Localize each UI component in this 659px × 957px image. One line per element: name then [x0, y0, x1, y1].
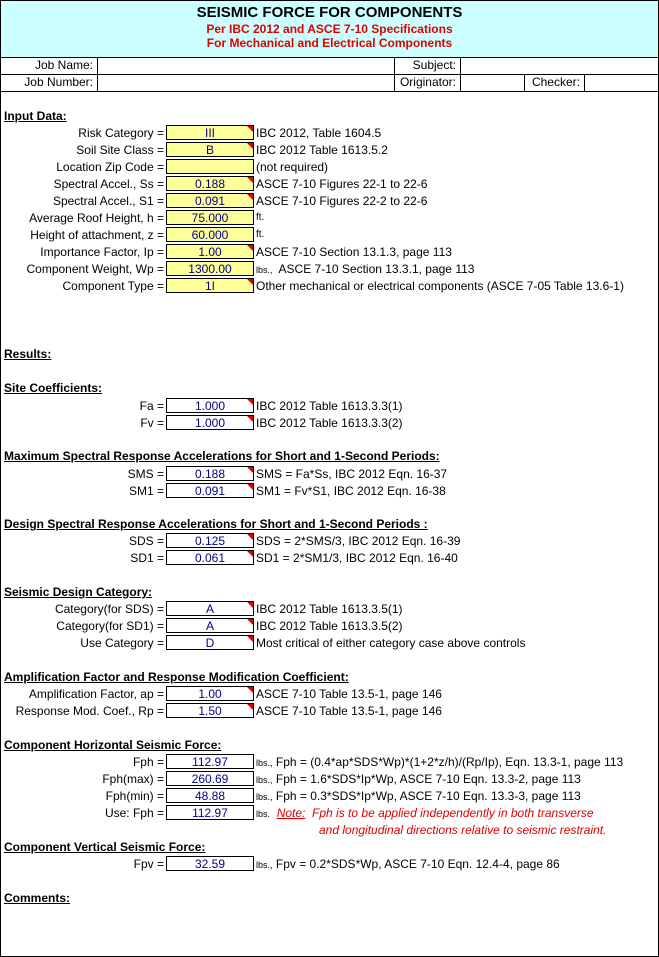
job-number-field[interactable]: [98, 74, 395, 91]
job-number-label: Job Number:: [1, 74, 98, 91]
attachment-height-input[interactable]: [166, 227, 254, 242]
component-weight-ref: [256, 261, 474, 278]
comment-marker-icon: [247, 704, 253, 710]
sm1-ref: SM1 = Fv*S1, IBC 2012 Eqn. 16-38: [256, 484, 446, 498]
note-label: Note:: [276, 806, 306, 820]
category-sd1-label: Category(for SD1) =: [56, 619, 164, 633]
comment-marker-icon: [247, 619, 253, 625]
originator-label: Originator:: [395, 74, 461, 91]
category-sds-value: A: [205, 602, 214, 616]
fph-min-label: Fph(min) =: [105, 789, 164, 803]
comment-marker-icon: [247, 687, 253, 693]
spectral-ss-label: Spectral Accel., Ss =: [53, 177, 164, 191]
fph-unit: lbs.,: [256, 758, 273, 768]
fph-ref-text: Fph = (0.4*ap*SDS*Wp)*(1+2*z/h)/(Rp/Ip), Eqn. 13.3-1, page 113: [275, 755, 624, 769]
sms-label: SMS =: [127, 467, 164, 481]
job-name-field[interactable]: [98, 57, 395, 74]
roof-height-value: 75.000: [191, 211, 229, 225]
input-data-heading: Input Data:: [4, 109, 67, 123]
job-info-row-2: [1, 74, 658, 92]
sd1-box: [166, 550, 254, 565]
risk-category-ref: IBC 2012, Table 1604.5: [256, 126, 382, 140]
checker-field[interactable]: [585, 74, 658, 91]
zip-code-ref: (not required): [256, 160, 329, 174]
response-mod-ref: ASCE 7-10 Table 13.5-1, page 146: [256, 704, 442, 718]
spectral-s1-ref: ASCE 7-10 Figures 22-2 to 22-6: [256, 194, 428, 208]
use-fph-label: Use: Fph =: [104, 806, 164, 820]
category-sd1-value: A: [205, 619, 214, 633]
sds-ref: SDS = 2*SMS/3, IBC 2012 Eqn. 16-39: [256, 534, 461, 548]
component-weight-label: Component Weight, Wp =: [26, 262, 164, 276]
amplification-heading: Amplification Factor and Response Modification Coefficient:: [4, 670, 349, 684]
sms-ref: SMS = Fa*Ss, IBC 2012 Eqn. 16-37: [256, 467, 448, 481]
component-type-ref: Other mechanical or electrical components (ASCE 7-05 Table 13.6-1): [256, 279, 624, 293]
fph-max-unit: lbs.,: [256, 775, 273, 785]
title-block: [1, 1, 658, 58]
job-info-row-1: [1, 57, 658, 75]
component-weight-ref-text: ASCE 7-10 Section 13.3.1, page 113: [278, 262, 475, 276]
fpv-box: [166, 856, 254, 871]
site-coefficients-heading: Site Coefficients:: [4, 381, 103, 395]
use-category-ref: Most critical of either category case above controls: [256, 636, 526, 650]
amplification-factor-box: [166, 686, 254, 701]
fph-max-label: Fph(max) =: [102, 772, 164, 786]
sd1-value: 0.061: [194, 551, 226, 565]
response-mod-value: 1.50: [198, 704, 222, 718]
fph-max-ref-text: Fph = 1.6*SDS*Ip*Wp, ASCE 7-10 Eqn. 13.3-2, page 113: [275, 772, 581, 786]
category-sd1-ref: IBC 2012 Table 1613.3.5(2): [256, 619, 403, 633]
page-title: SEISMIC FORCE FOR COMPONENTS: [196, 4, 463, 21]
sd1-label: SD1 =: [130, 551, 164, 565]
comment-marker-icon: [247, 399, 253, 405]
fph-min-value: 48.88: [194, 789, 226, 803]
spectral-s1-label: Spectral Accel., S1 =: [52, 194, 164, 208]
spectral-s1-input[interactable]: [166, 193, 254, 208]
risk-category-input[interactable]: [166, 125, 254, 140]
fph-min-unit: lbs.,: [256, 792, 273, 802]
spectral-ss-input[interactable]: [166, 176, 254, 191]
subject-field[interactable]: [461, 57, 658, 74]
use-fph-note: [256, 805, 594, 822]
use-fph-unit: lbs.: [256, 809, 271, 819]
sm1-label: SM1 =: [128, 484, 164, 498]
sds-label: SDS =: [128, 534, 164, 548]
comment-marker-icon: [247, 194, 253, 200]
comment-marker-icon: [247, 534, 253, 540]
spectral-s1-value: 0.091: [194, 194, 226, 208]
soil-site-class-value: B: [205, 143, 214, 157]
risk-category-label: Risk Category =: [78, 126, 164, 140]
component-type-input[interactable]: [166, 278, 254, 293]
roof-height-input[interactable]: [166, 210, 254, 225]
amplification-factor-value: 1.00: [198, 687, 222, 701]
use-category-value: D: [205, 636, 215, 650]
comment-marker-icon: [247, 245, 253, 251]
sms-box: [166, 466, 254, 481]
comment-marker-icon: [247, 177, 253, 183]
comment-marker-icon: [247, 143, 253, 149]
fa-value: 1.000: [194, 399, 226, 413]
fph-max-ref: [256, 771, 581, 788]
fv-value: 1.000: [194, 416, 226, 430]
design-spectral-heading: Design Spectral Response Accelerations for Short and 1-Second Periods :: [4, 517, 428, 531]
job-name-label: Job Name:: [1, 57, 98, 74]
category-sds-box: [166, 601, 254, 616]
component-type-value: 1I: [204, 279, 215, 293]
subject-label: Subject:: [395, 57, 461, 74]
sm1-box: [166, 483, 254, 498]
attachment-height-unit: ft.: [256, 229, 265, 240]
fpv-label: Fpv =: [133, 857, 164, 871]
job-info-block: [1, 57, 658, 91]
amplification-factor-label: Amplification Factor, ap =: [28, 687, 164, 701]
fph-value: 112.97: [192, 755, 228, 769]
fph-min-box: [166, 788, 254, 803]
sds-box: [166, 533, 254, 548]
soil-site-class-input[interactable]: [166, 142, 254, 157]
fpv-unit: lbs.,: [256, 860, 273, 870]
comments-heading: Comments:: [4, 891, 71, 905]
comment-marker-icon: [247, 551, 253, 557]
sdc-heading: Seismic Design Category:: [4, 585, 153, 599]
fph-label: Fph =: [132, 755, 164, 769]
zip-code-label: Location Zip Code =: [56, 160, 164, 174]
zip-code-input[interactable]: [166, 159, 254, 174]
use-category-label: Use Category =: [80, 636, 164, 650]
comment-marker-icon: [247, 467, 253, 473]
fph-min-ref-text: Fph = 0.3*SDS*Ip*Wp, ASCE 7-10 Eqn. 13.3-3, page 113: [275, 789, 581, 803]
component-type-label: Component Type =: [62, 279, 164, 293]
response-mod-label: Response Mod. Coef., Rp =: [15, 704, 164, 718]
soil-site-class-label: Soil Site Class =: [76, 143, 164, 157]
risk-category-value: III: [204, 126, 215, 140]
attachment-height-label: Height of attachment, z =: [30, 228, 164, 242]
comment-marker-icon: [247, 602, 253, 608]
roof-height-label: Average Roof Height, h =: [29, 211, 164, 225]
importance-factor-value: 1.00: [198, 245, 222, 259]
fph-ref: [256, 754, 623, 771]
sm1-value: 0.091: [194, 484, 226, 498]
sms-value: 0.188: [194, 467, 226, 481]
fph-max-box: [166, 771, 254, 786]
fph-max-value: 260.69: [191, 772, 229, 786]
sds-value: 0.125: [194, 534, 226, 548]
originator-field[interactable]: [461, 74, 525, 91]
fv-ref: IBC 2012 Table 1613.3.3(2): [256, 416, 403, 430]
fph-min-ref: [256, 788, 581, 805]
horizontal-force-heading: Component Horizontal Seismic Force:: [4, 738, 222, 752]
component-weight-unit: lbs.,: [256, 265, 273, 275]
category-sd1-box: [166, 618, 254, 633]
amplification-factor-ref: ASCE 7-10 Table 13.5-1, page 146: [256, 687, 442, 701]
fa-ref: IBC 2012 Table 1613.3.3(1): [256, 399, 403, 413]
use-fph-box: [166, 805, 254, 820]
soil-site-class-ref: IBC 2012 Table 1613.5.2: [256, 143, 388, 157]
component-weight-value: 1300.00: [188, 262, 232, 276]
fpv-ref-text: Fpv = 0.2*SDS*Wp, ASCE 7-10 Eqn. 12.4-4, page 86: [275, 857, 560, 871]
comment-marker-icon: [247, 126, 253, 132]
page-subtitle-2: For Mechanical and Electrical Components: [206, 36, 453, 50]
fv-label: Fv =: [140, 416, 164, 430]
fa-label: Fa =: [139, 399, 164, 413]
response-mod-box: [166, 703, 254, 718]
roof-height-unit: ft.: [256, 212, 265, 223]
page-subtitle-1: Per IBC 2012 and ASCE 7-10 Specifications: [206, 22, 453, 36]
fpv-value: 32.59: [194, 857, 226, 871]
use-fph-value: 112.97: [192, 806, 228, 820]
comment-marker-icon: [247, 279, 253, 285]
spectral-ss-ref: ASCE 7-10 Figures 22-1 to 22-6: [256, 177, 428, 191]
results-heading: Results:: [4, 347, 52, 361]
use-category-box: [166, 635, 254, 650]
fv-box: [166, 415, 254, 430]
importance-factor-label: Importance Factor, Ip =: [40, 245, 164, 259]
comment-marker-icon: [247, 636, 253, 642]
checker-label: Checker:: [525, 74, 585, 91]
comment-marker-icon: [247, 484, 253, 490]
fa-box: [166, 398, 254, 413]
max-spectral-heading: Maximum Spectral Response Accelerations for Short and 1-Second Periods:: [4, 449, 440, 463]
component-weight-input[interactable]: [166, 261, 254, 276]
comment-marker-icon: [247, 416, 253, 422]
category-sds-label: Category(for SDS) =: [54, 602, 164, 616]
fpv-ref: [256, 856, 560, 873]
sd1-ref: SD1 = 2*SM1/3, IBC 2012 Eqn. 16-40: [256, 551, 458, 565]
vertical-force-heading: Component Vertical Seismic Force:: [4, 840, 206, 854]
importance-factor-ref: ASCE 7-10 Section 13.1.3, page 113: [256, 245, 452, 259]
fph-box: [166, 754, 254, 769]
note-line-1: Fph is to be applied independently in both transverse: [312, 806, 594, 820]
attachment-height-value: 60.000: [191, 228, 229, 242]
category-sds-ref: IBC 2012 Table 1613.3.5(1): [256, 602, 403, 616]
importance-factor-input[interactable]: [166, 244, 254, 259]
note-line-2: and longitudinal directions relative to seismic restraint.: [319, 823, 607, 837]
spectral-ss-value: 0.188: [194, 177, 226, 191]
